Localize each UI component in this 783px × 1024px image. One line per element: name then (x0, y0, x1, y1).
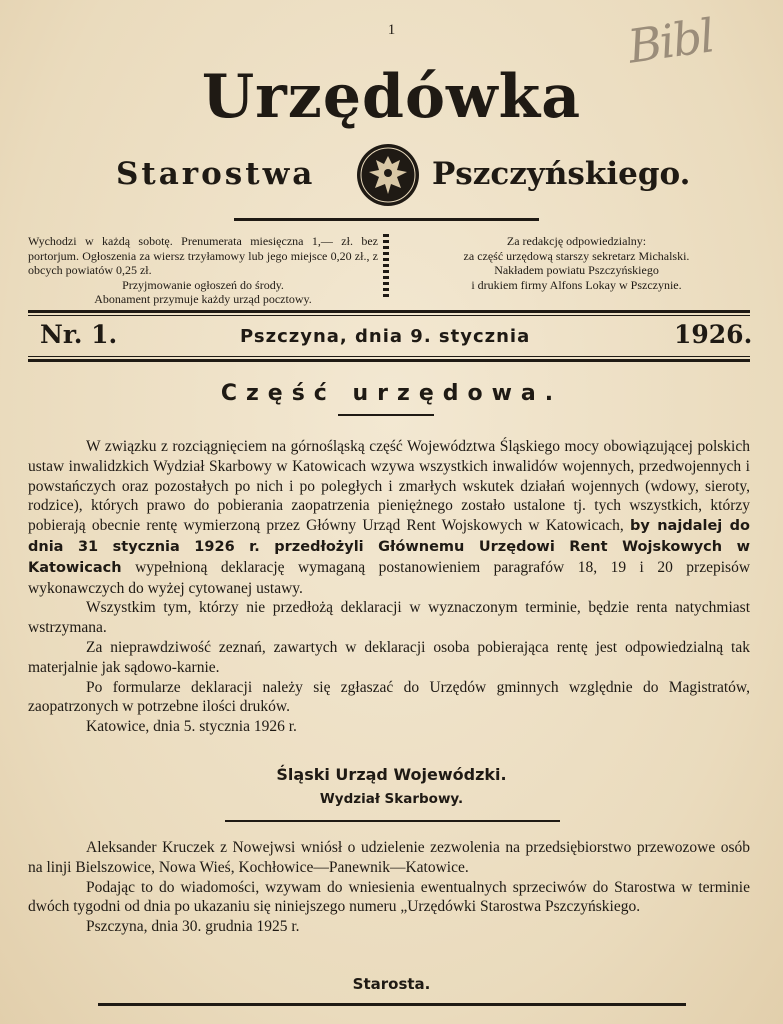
issue-number: Nr. 1. (40, 320, 118, 349)
publication-terms: Wychodzi w każdą sobotę. Prenumerata miesięczna 1,— zł. bez portorjum. Ogłoszenia za wiersz trzyłamowy lub jego miejsce 0,20 zł., z obcych powiatów 0,25 zł. (28, 234, 378, 277)
notice-department: Wydział Skarbowy. (319, 791, 464, 807)
page-number: 1 (387, 22, 396, 38)
section-title-rule (338, 414, 434, 416)
deadline-text: by najdalej do dnia 31 stycznia 1926 r. przedłożyli Głównemu Urzędowi Rent Wojskowych w Katowicach (28, 518, 750, 576)
issue-date: Pszczyna, dnia 9. stycznia (240, 326, 531, 347)
issue-year: 1926. (674, 320, 753, 349)
header-rule-top (28, 310, 750, 313)
subtitle-left: Starostwa (116, 156, 316, 192)
masthead-title: Urzędówka (201, 62, 582, 132)
header-rule-top-thin (28, 315, 750, 316)
editor-heading: Za redakcję odpowiedzialny: (506, 234, 647, 248)
notice-paragraph: Po formularze deklaracji należy się zgłaszać do Urzędów gminnych względnie do Magistratów, zaopatrzonych w potrzebne ilości druków. (28, 678, 750, 716)
notice-paragraph: Wszystkim tym, którzy nie przedłożą deklaracji w wyznaczonym terminie, będzie renta natychmiast wstrzymana. (28, 599, 750, 637)
masthead-subtitle (0, 142, 783, 212)
editor-name: za część urzędową starszy sekretarz Michalski. (463, 248, 690, 263)
notice-transport (28, 838, 750, 937)
notice-separator (225, 820, 560, 822)
subscription-note: Abonament przymuje każdy urząd pocztowy. (94, 292, 312, 306)
ads-deadline: Przyjmowanie ogłoszeń do środy. (122, 277, 284, 292)
header-rule-bottom (28, 359, 750, 362)
publisher: Nakładem powiatu Pszczyńskiego (494, 263, 659, 277)
eagle-emblem-icon (355, 142, 421, 208)
notice-invalids (28, 437, 750, 737)
editorial-info (394, 234, 759, 292)
notice-paragraph: Za nieprawdziwość zeznań, zawartych w deklaracji osoba pobierająca rentę jest odpowiedzialną tak materjalnie jak sądowo-karnie. (28, 638, 750, 676)
notice-signature: Starosta. (352, 975, 431, 993)
page-bottom-rule (98, 1003, 686, 1006)
notice-paragraph: Podając to do wiadomości, wzywam do wniesienia ewentualnych sprzeciwów do Starostwa w terminie dwóch tygodni od dnia po ukazaniu się niniejszego numeru „Urzędówki Starostwa Pszczyńskiego. (28, 878, 750, 916)
notice-place-date: Pszczyna, dnia 30. grudnia 1925 r. (86, 918, 300, 936)
notice-paragraph: W związku z rozciągnięciem na górnośląską część Województwa Śląskiego mocy obowiązującej polskich ustaw inwalidzkich Wydział Skarbowy w Katowicach wzywa wszystkich inwalidów wojennych, przedwojennych i powstańczych oraz pozostałych po nich i po poległych i zmarłych wskutek działań wojennych (wdowy, sieroty, rodzice), których prawo do pobierania zaopatrzenia pieniężnego zostało ustalone tj. tych wszystkich, którzy pobierają obecnie rentę wymierzoną przez Główny Urząd Rent Wojskowych w Katowicach, by najdalej do dnia 31 stycznia 1926 r. przedłożyli Głównemu Urzędowi Rent Wojskowych w Katowicach wypełnioną deklarację wymaganą postanowieniem paragrafów 18, 19 i 20 przepisów wykonawczych do wyżej cytowanej ustawy. (28, 438, 751, 597)
publication-info (28, 234, 378, 307)
subtitle-right: Pszczyńskiego. (432, 156, 691, 192)
column-separator (383, 234, 389, 300)
header-rule-bottom-thin (28, 356, 750, 357)
handwritten-note: Bibl (624, 8, 717, 74)
notice-signature: Śląski Urząd Wojewódzki. (276, 765, 507, 784)
notice-paragraph: Aleksander Kruczek z Nowejwsi wniósł o udzielenie zezwolenia na przedsiębiorstwo przewozowe osób na linji Bielszowice, Nowa Wieś, Kochłowice—Panewnik—Katowice. (28, 839, 750, 876)
section-title: Część urzędowa. (220, 381, 563, 406)
printer: i drukiem firmy Alfons Lokay w Pszczynie. (471, 277, 682, 292)
masthead-rule (234, 218, 539, 221)
notice-place-date: Katowice, dnia 5. stycznia 1926 r. (86, 718, 297, 736)
